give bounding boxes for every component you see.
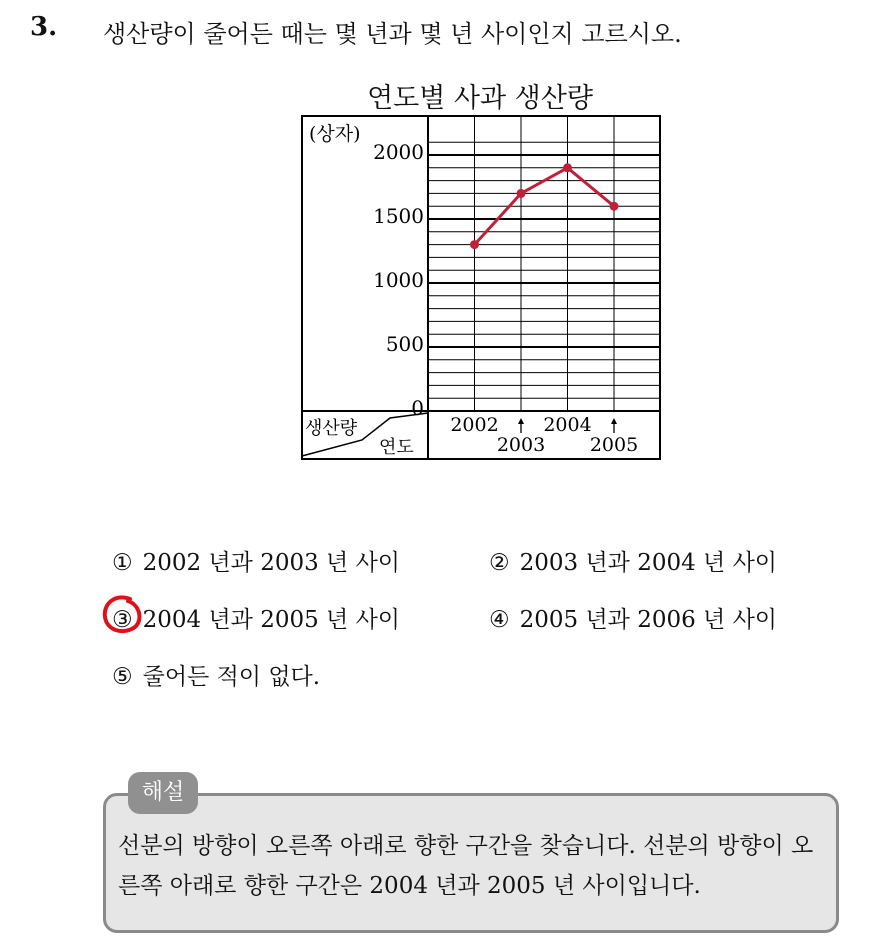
choice-number: ⑤ <box>112 664 133 690</box>
corner-col-label: 연도 <box>379 437 414 458</box>
choice-text: 2002 년과 2003 년 사이 <box>142 550 401 576</box>
choice-text: 2004 년과 2005 년 사이 <box>142 607 401 633</box>
data-point <box>610 202 619 211</box>
x-tick-arrowhead <box>518 418 524 424</box>
choice-text: 2003 년과 2004 년 사이 <box>519 550 778 576</box>
choice-3[interactable] <box>112 601 400 634</box>
y-tick-label: 1000 <box>373 268 424 292</box>
choice-1[interactable] <box>112 544 400 577</box>
choice-number: ② <box>489 550 510 576</box>
x-tick-arrowhead <box>611 418 617 424</box>
question-text: 생산량이 줄어든 때는 몇 년과 몇 년 사이인지 고르시오. <box>103 20 682 48</box>
solution-tag: 해설 <box>128 772 198 814</box>
choice-number: ① <box>112 550 133 576</box>
choice-number: ④ <box>489 607 510 633</box>
question-number: 3. <box>30 12 58 42</box>
y-tick-label: 500 <box>385 332 424 356</box>
choice-5[interactable] <box>112 658 320 691</box>
y-tick-label: 0 <box>411 396 424 420</box>
x-tick-label: 2005 <box>589 434 639 456</box>
x-tick-label: 2003 <box>496 434 546 456</box>
data-point <box>563 163 572 172</box>
corner-row-label: 생산량 <box>305 418 358 439</box>
x-tick-label: 2002 <box>450 414 499 436</box>
data-point <box>470 240 479 249</box>
answer-circle-mark <box>100 593 144 637</box>
x-tick-label: 2004 <box>543 414 592 436</box>
solution-text: 선분의 방향이 오른쪽 아래로 향한 구간을 찾습니다. 선분의 방향이 오른쪽 아래로 향한 구간은 2004 년과 2005 년 사이입니다. <box>118 833 814 899</box>
choice-4[interactable] <box>489 601 777 634</box>
data-point <box>517 189 526 198</box>
choice-text: 줄어든 적이 없다. <box>142 664 321 690</box>
y-tick-label: 1500 <box>373 204 424 228</box>
choice-number: ③ <box>112 607 133 633</box>
choice-text: 2005 년과 2006 년 사이 <box>519 607 778 633</box>
chart-title: 연도별 사과 생산량 <box>367 83 593 114</box>
y-tick-label: 2000 <box>373 140 424 164</box>
y-axis-unit-label: (상자) <box>309 123 361 145</box>
choice-2[interactable] <box>489 544 777 577</box>
